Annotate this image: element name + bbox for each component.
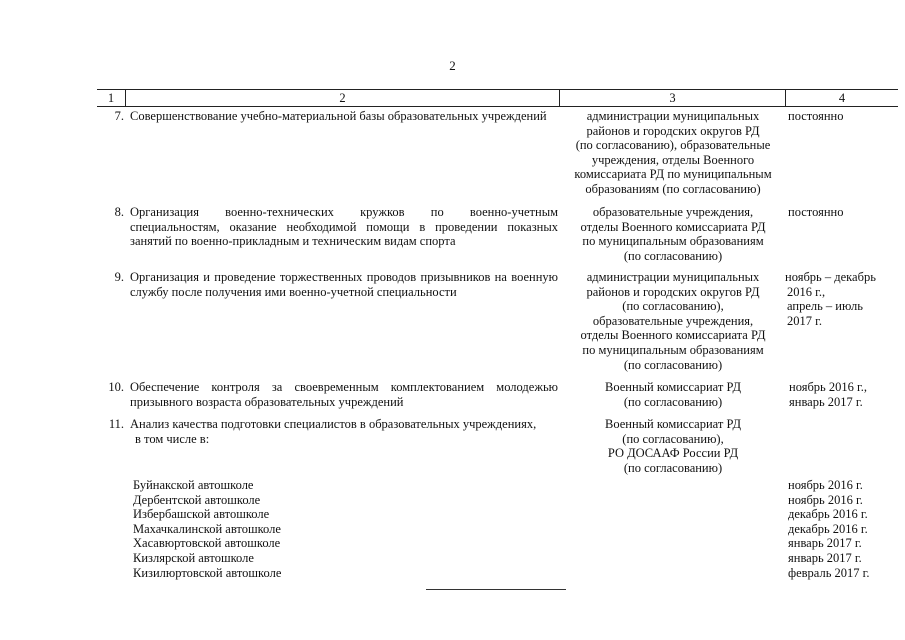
responsible-line: РО ДОСААФ России РД: [607, 446, 739, 461]
term-line: декабрь 2016 г.: [788, 521, 868, 536]
term-line: январь 2017 г.: [789, 394, 863, 409]
table-top-border: [97, 89, 898, 90]
column-header-2: 2: [339, 91, 346, 105]
term-line: постоянно: [788, 109, 844, 123]
row-number: 9.: [114, 270, 124, 284]
row-description: Организация военно-технических кружков по военно-учетным специальностям, оказание необходимой помощи в проведении показных занятий по военно-прикладным и техническим видам спорта: [130, 205, 558, 249]
term-line: ноябрь 2016 г.: [788, 492, 863, 507]
responsible-line: по муниципальным образованиям: [582, 342, 764, 357]
responsible-line: отделы Военного комиссариата РД: [580, 328, 766, 343]
description-line: Анализ качества подготовки специалистов в образовательных учреждениях,: [130, 417, 537, 431]
school-list: [133, 478, 281, 580]
responsible-line: администрации муниципальных: [586, 270, 760, 284]
term-line: январь 2017 г.: [788, 536, 862, 551]
row-number: 10.: [108, 380, 124, 394]
row-term: [788, 205, 898, 220]
row-term: [788, 109, 898, 124]
responsible-line: образовательные учреждения,: [592, 205, 754, 219]
responsible-line: районов и городских округов РД: [586, 284, 760, 299]
school-item: Избербашской автошколе: [133, 507, 270, 522]
row-term: [785, 270, 895, 328]
column-header-4: 4: [838, 91, 846, 105]
responsible-line: (по согласованию), образовательные: [575, 138, 771, 153]
responsible-line: отделы Военного комиссариата РД: [580, 219, 766, 234]
school-item: Махачкалинской автошколе: [133, 521, 281, 536]
term-line: январь 2017 г.: [788, 550, 862, 565]
footer-separator: [426, 589, 566, 590]
school-item: Хасавюртовской автошколе: [133, 536, 281, 551]
responsible-line: комиссариата РД по муниципальным: [574, 167, 772, 182]
row-responsible: [560, 417, 786, 475]
term-line: 2016 г.,: [787, 284, 826, 299]
column-header-1: 1: [107, 91, 115, 105]
responsible-line: Военный комиссариат РД: [604, 380, 742, 394]
responsible-line: (по согласованию),: [622, 431, 724, 446]
term-line: ноябрь 2016 г.: [788, 478, 863, 492]
responsible-line: учреждения, отделы Военного: [591, 152, 755, 167]
column-header-3: 3: [669, 91, 676, 105]
row-description: Совершенствование учебно-материальной базы образовательных учреждений: [130, 109, 547, 123]
responsible-line: районов и городских округов РД: [586, 123, 760, 138]
row-responsible: [560, 380, 786, 409]
responsible-line: образовательные учреждения,: [592, 313, 754, 328]
term-line: декабрь 2016 г.: [788, 507, 868, 522]
row-number: 11.: [108, 417, 124, 431]
page-number: 2: [449, 58, 456, 73]
row-responsible: [560, 109, 786, 197]
responsible-line: (по согласованию): [623, 357, 723, 372]
description-line: в том числе в:: [135, 431, 210, 446]
term-line: 2017 г.: [787, 313, 822, 328]
term-line: апрель – июль: [787, 299, 863, 314]
term-line: ноябрь – декабрь: [785, 270, 876, 284]
row-number: 7.: [114, 109, 124, 123]
responsible-line: (по согласованию): [623, 248, 723, 263]
school-item: Кизлярской автошколе: [133, 550, 254, 565]
term-line: постоянно: [788, 205, 844, 219]
header-bottom-border: [97, 106, 898, 107]
row-number: 8.: [114, 205, 124, 219]
row-responsible: [560, 270, 786, 372]
school-item: Буйнакской автошколе: [133, 478, 254, 492]
term-line: ноябрь 2016 г.,: [789, 380, 867, 394]
term-line: февраль 2017 г.: [788, 565, 870, 580]
responsible-line: (по согласованию): [623, 460, 723, 475]
school-term-list: [788, 478, 870, 580]
responsible-line: администрации муниципальных: [586, 109, 760, 123]
responsible-line: образованиям (по согласованию): [585, 181, 761, 196]
row-description: [130, 417, 558, 446]
school-item: Кизилюртовской автошколе: [133, 565, 282, 580]
responsible-line: Военный комиссариат РД: [604, 417, 742, 431]
school-item: Дербентской автошколе: [133, 492, 261, 507]
row-term: [789, 380, 899, 409]
responsible-line: (по согласованию),: [622, 299, 724, 314]
responsible-line: (по согласованию): [623, 394, 723, 409]
row-description: Организация и проведение торжественных проводов призывников на военную службу после получения ими военно-учетной специальности: [130, 270, 558, 299]
row-description: Обеспечение контроля за своевременным комплектованием молодежью призывного возраста образовательных учреждений: [130, 380, 558, 409]
row-responsible: [560, 205, 786, 263]
responsible-line: по муниципальным образованиям: [582, 234, 764, 249]
